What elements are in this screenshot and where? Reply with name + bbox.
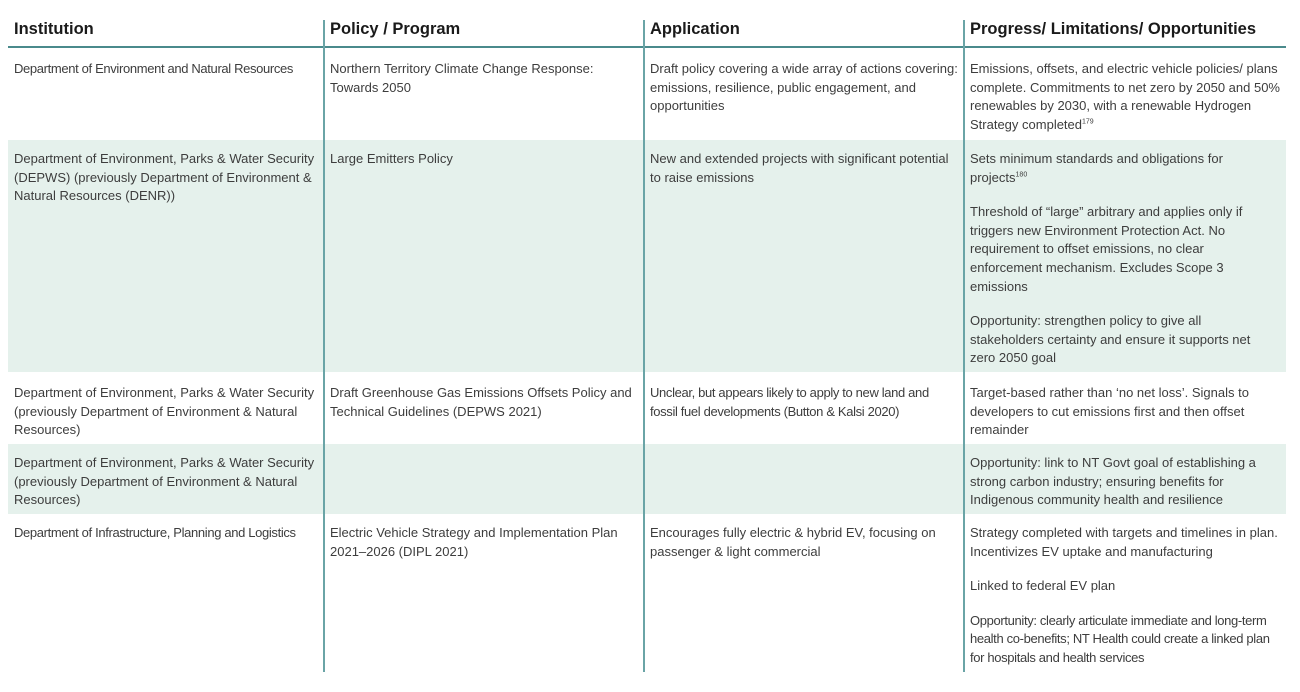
table-header xyxy=(0,18,1300,48)
cell-progress xyxy=(964,444,1286,510)
table-row xyxy=(8,50,1286,138)
header-policy: Policy / Program xyxy=(330,20,461,38)
table-row xyxy=(8,514,1286,674)
cell-policy: Draft Greenhouse Gas Emissions Offsets Policy and Technical Guidelines (DEPWS 2021) xyxy=(330,385,632,419)
cell-institution: Department of Environment, Parks & Water Security (DEPWS) (previously Department of Environment & Natural Resources (DENR)) xyxy=(14,151,315,204)
progress-paragraph: Sets minimum standards and obligations for projects$^{180}$ xyxy=(970,151,1223,185)
table-row xyxy=(8,444,1286,514)
progress-paragraph: Opportunity: link to NT Govt goal of establishing a strong carbon industry; ensuring benefits for Indigenous community health and resilience xyxy=(970,455,1256,508)
cell-progress xyxy=(964,50,1286,134)
cell-application: Unclear, but appears likely to apply to new land and fossil fuel developments (Button & Kalsi 2020) xyxy=(650,385,929,419)
header-progress: Progress/ Limitations/ Opportunities xyxy=(970,20,1257,38)
cell-institution: Department of Environment and Natural Resources xyxy=(14,61,294,76)
header-institution: Institution xyxy=(14,20,94,38)
table-row xyxy=(8,140,1286,372)
progress-paragraph: Target-based rather than ‘no net loss’. Signals to developers to cut emissions first and then offset remainder xyxy=(970,385,1249,438)
table-row xyxy=(8,374,1286,444)
footnote-ref: 180 xyxy=(1015,171,1028,179)
progress-paragraph: Threshold of “large” arbitrary and applies only if triggers new Environment Protection Act. No requirement to offset emissions, no clear enforcement mechanism. Excludes Scope 3 emissions xyxy=(970,204,1243,294)
header-application: Application xyxy=(650,20,740,38)
cell-application xyxy=(644,444,964,454)
progress-paragraph: Opportunity: strengthen policy to give all stakeholders certainty and ensure it supports net zero 2050 goal xyxy=(970,313,1251,366)
header-rule xyxy=(8,46,1286,48)
cell-progress xyxy=(964,374,1286,440)
cell-policy xyxy=(324,444,644,454)
progress-paragraph: Opportunity: clearly articulate immediate and long-term health co-benefits; NT Health could create a linked plan for hospitals and health services xyxy=(970,612,1270,665)
cell-policy: Electric Vehicle Strategy and Implementation Plan 2021–2026 (DIPL 2021) xyxy=(330,525,618,559)
cell-institution: Department of Environment, Parks & Water Security (previously Department of Environment & Natural Resources) xyxy=(14,385,315,438)
progress-paragraph: Strategy completed with targets and timelines in plan. Incentivizes EV uptake and manufacturing xyxy=(970,525,1278,559)
cell-progress xyxy=(964,140,1286,368)
footnote-ref: 179 xyxy=(1082,118,1094,126)
progress-paragraph: Linked to federal EV plan xyxy=(970,578,1116,594)
cell-policy: Northern Territory Climate Change Response: Towards 2050 xyxy=(330,61,594,95)
cell-institution: Department of Environment, Parks & Water Security (previously Department of Environment & Natural Resources) xyxy=(14,455,315,508)
cell-application: New and extended projects with significant potential to raise emissions xyxy=(650,151,949,185)
cell-institution: Department of Infrastructure, Planning and Logistics xyxy=(14,525,296,540)
column-divider xyxy=(643,20,645,672)
progress-paragraph: Emissions, offsets, and electric vehicle policies/ plans complete. Commitments to net zero by 2050 and 50% renewables by 2030, with a renewable Hydrogen Strategy completed$^{179}$ xyxy=(970,61,1280,132)
cell-application: Encourages fully electric & hybrid EV, focusing on passenger & light commercial xyxy=(650,525,936,559)
cell-progress xyxy=(964,514,1286,668)
cell-application: Draft policy covering a wide array of actions covering: emissions, resilience, public engagement, and opportunities xyxy=(650,61,958,114)
column-divider xyxy=(323,20,325,672)
cell-policy: Large Emitters Policy xyxy=(330,151,453,166)
column-divider xyxy=(963,20,965,672)
